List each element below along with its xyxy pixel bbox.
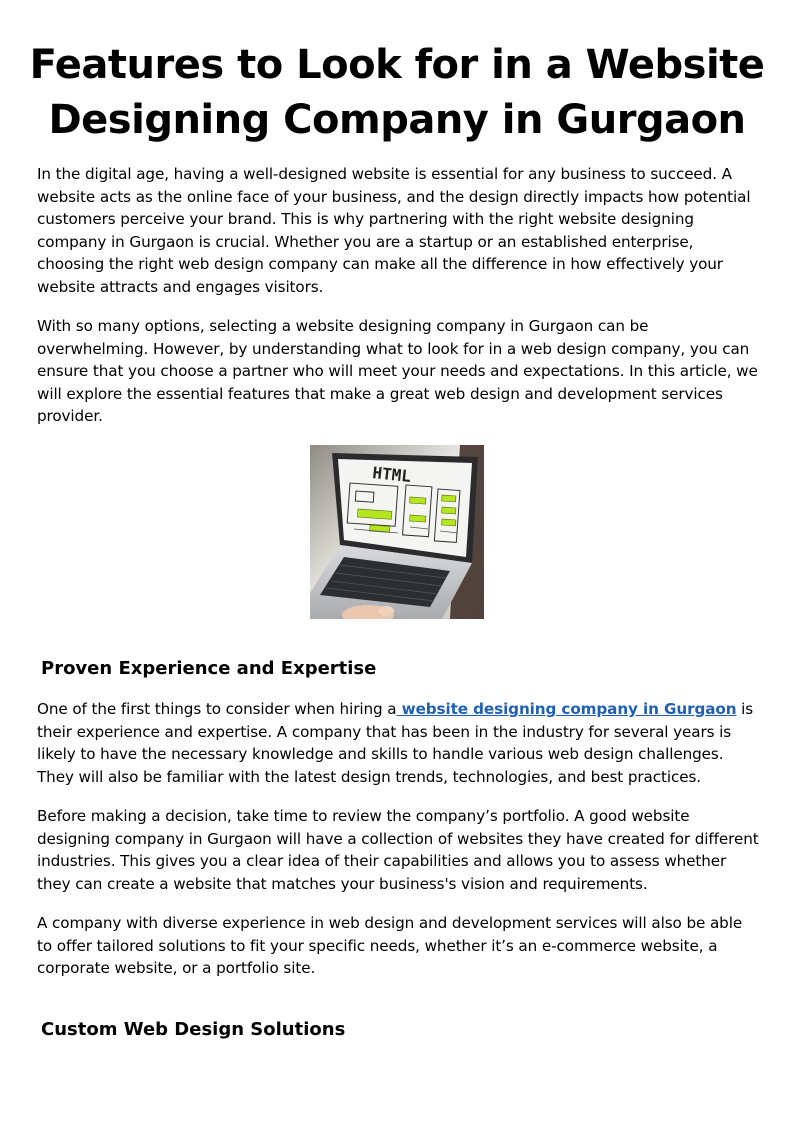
website-designing-company-link[interactable]: website designing company in Gurgaon	[396, 700, 737, 718]
section-heading-experience: Proven Experience and Expertise	[41, 658, 377, 679]
section-heading-custom-design: Custom Web Design Solutions	[41, 1019, 346, 1040]
title-line-1: Features to Look for in a Website	[29, 42, 765, 88]
page-title	[20, 38, 774, 148]
laptop-html-wireframe-illustration-icon	[310, 445, 484, 619]
paragraph-text: is their experience and expertise. A company that has been in the industry for several years is likely to have the necessary knowledge and skills to handle various web design challenges. They will also be familiar with the latest design trends, technologies, and best practices.	[37, 700, 754, 786]
intro-paragraph-2: With so many options, selecting a website designing company in Gurgaon can be overwhelming. However, by understanding what to look for in a web design company, you can ensure that you choose a partner who will meet your needs and expectations. In this article, we will explore the essential features that make a great web design and development services provider.	[37, 317, 758, 426]
section-1-paragraph-2: Before making a decision, take time to review the company’s portfolio. A good website designing company in Gurgaon will have a collection of websites they have created for different industries. This gives you a clear idea of their capabilities and allows you to assess whether they can create a website that matches your business's vision and requirements.	[37, 807, 759, 893]
intro-paragraph-1: In the digital age, having a well-designed website is essential for any business to succeed. A website acts as the online face of your business, and the design directly impacts how potential customers perceive your brand. This is why partnering with the right website designing company in Gurgaon is crucial. Whether you are a startup or an established enterprise, choosing the right web design company can make all the difference in how effectively your website attracts and engages visitors.	[37, 165, 751, 296]
section-1-paragraph-1	[37, 698, 759, 788]
title-line-2: Designing Company in Gurgaon	[48, 97, 746, 143]
laptop-html-wireframe-image	[310, 445, 484, 619]
paragraph-text: One of the first things to consider when hiring a	[37, 700, 397, 718]
svg-text:HTML: HTML	[371, 463, 412, 487]
section-1-paragraph-3: A company with diverse experience in web design and development services will also be able to offer tailored solutions to fit your specific needs, whether it’s an e-commerce website, a corporate website, or a portfolio site.	[37, 914, 743, 978]
